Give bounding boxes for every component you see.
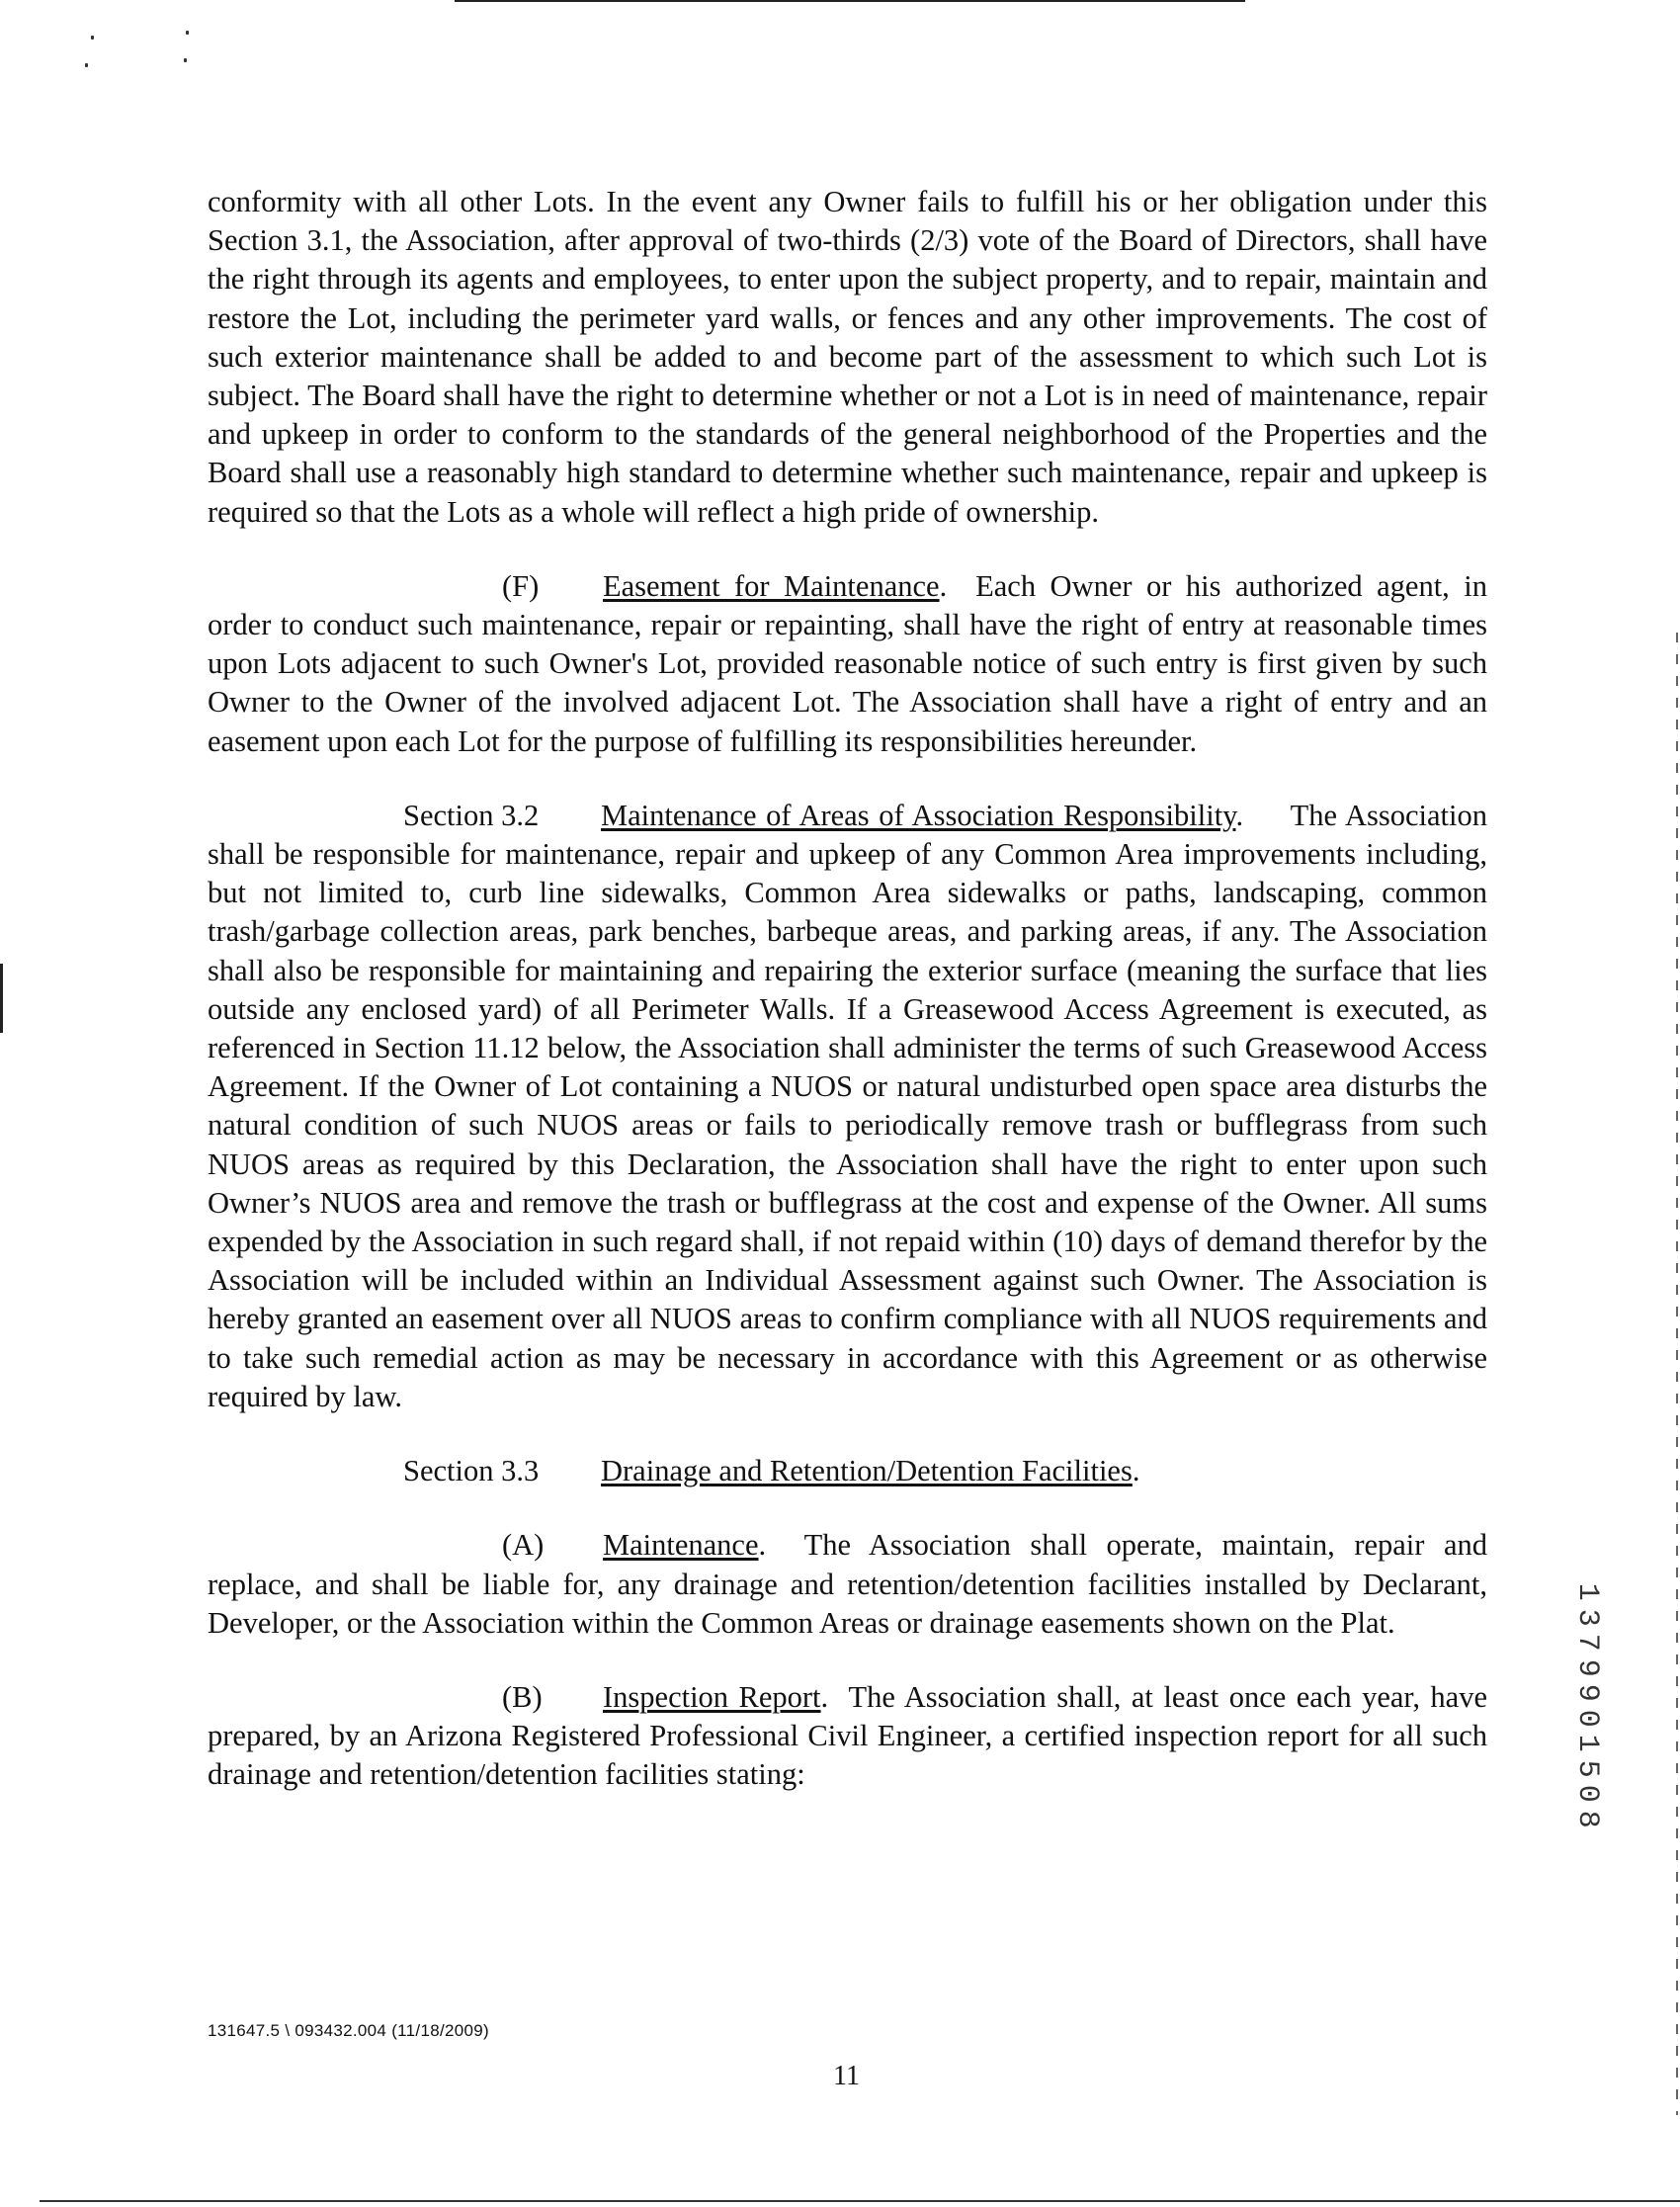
recording-digit: 3 bbox=[1569, 1608, 1604, 1627]
scan-edge-right-mark bbox=[1676, 633, 1678, 2115]
scan-speck bbox=[91, 36, 94, 40]
paragraph-text: The Association shall operate, maintain, repair and replace, and shall be liable for, any drainage and retention/detention facilities installed by Declarant, Developer, or the Association within the Common Areas or drainage easements shown on the Plat. bbox=[208, 1528, 1487, 1640]
subsection-heading: Easement for Maintenance bbox=[603, 568, 940, 603]
scan-speck bbox=[85, 63, 88, 67]
paragraph-text: The Association shall, at least once each year, have prepared, by an Arizona Registered Professional Civil Engineer, a certified inspection report for all such drainage and retention/detention facilities stating: bbox=[208, 1679, 1488, 1792]
scan-speck bbox=[186, 31, 189, 35]
subsection-label: (B) bbox=[502, 1679, 543, 1714]
scan-edge-bottom bbox=[40, 2200, 1680, 2202]
paragraph-text: The Association shall be responsible for maintenance, repair and upkeep of any Common Area improvements including, but not limited to, curb line sidewalks, Common Area sidewalks or paths, landscaping, common trash/garbage collection areas, park benches, barbeque areas, and parking areas, if any. The Association shall also be responsible for maintaining and repairing the exterior surface (meaning the surface that lies outside any enclosed yard) of all Perimeter Walls. If a Greasewood Access Agreement is executed, as referenced in Section 11.12 below, the Association shall administer the terms of such Greasewood Access Agreement. If the Owner of Lot containing a NUOS or natural undisturbed open space area disturbs the natural condition of such NUOS areas or fails to periodically remove trash or bufflegrass from such NUOS areas as required by this Declaration, the Association shall have the right to enter upon such Owner’s NUOS area and remove the trash or bufflegrass at the cost and expense of the Owner. All sums expended by the Association in such regard shall, if not repaid within (10) days of demand therefor by the Association will be included within an Individual Assessment against such Owner. The Association is hereby granted an easement over all NUOS areas to confirm compliance with all NUOS requirements and to take such remedial action as may be necessary in accordance with this Agreement or as otherwise required by law. bbox=[208, 798, 1487, 1413]
recording-digit: 8 bbox=[1569, 1810, 1604, 1828]
recording-digit: 1 bbox=[1569, 1582, 1604, 1601]
subsection-heading: Maintenance bbox=[603, 1528, 759, 1563]
recording-digit: 0 bbox=[1569, 1784, 1604, 1803]
subsection-b: (B) Inspection Report. The Association shall, at least once each year, have prepared, by an Arizona Registered Professional Civil Engineer, a certified inspection report for all such drainage and retention/detention facilities stating: bbox=[208, 1679, 1488, 1792]
page-number: 11 bbox=[833, 2061, 860, 2091]
recording-digit: 9 bbox=[1569, 1658, 1604, 1677]
subsection-heading: Inspection Report bbox=[603, 1679, 821, 1714]
recording-digit: 5 bbox=[1569, 1759, 1604, 1778]
scan-edge-left-mark bbox=[0, 964, 3, 1033]
footer-document-id: 131647.5 \ 093432.004 (11/18/2009) bbox=[208, 2021, 489, 2040]
section-3-2: Section 3.2 Maintenance of Areas of Association Responsibility. The Association shall be responsible for maintenance, repair and upkeep of any Common Area improvements including, but not limited to, curb line sidewalks, Common Area sidewalks or paths, landscaping, common trash/garbage collection areas, park benches, barbeque areas, and parking areas, if any. The Association shall also be responsible for maintaining and repairing the exterior surface (meaning the surface that lies outside any enclosed yard) of all Perimeter Walls. If a Greasewood Access Agreement is executed, as referenced in Section 11.12 below, the Association shall administer the terms of such Greasewood Access Agreement. If the Owner of Lot containing a NUOS or natural undisturbed open space area disturbs the natural condition of such NUOS areas or fails to periodically remove trash or bufflegrass from such NUOS areas as required by this Declaration, the Association shall have the right to enter upon such Owner’s NUOS area and remove the trash or bufflegrass at the cost and expense of the Owner. All sums expended by the Association in such regard shall, if not repaid within (10) days of demand therefor by the Association will be included within an Individual Assessment against such Owner. The Association is hereby granted an easement over all NUOS areas to confirm compliance with all NUOS requirements and to take such remedial action as may be necessary in accordance with this Agreement or as otherwise required by law. bbox=[208, 798, 1487, 1413]
subsection-f: (F) Easement for Maintenance. Each Owner or his authorized agent, in order to conduct such maintenance, repair or repainting, shall have the right of entry at reasonable times upon Lots adjacent to such Owner's Lot, provided reasonable notice of such entry is first given by such Owner to the Owner of the involved adjacent Lot. The Association shall have a right of entry and an easement upon each Lot for the purpose of fulfilling its responsibilities hereunder. bbox=[208, 568, 1487, 758]
scan-speck bbox=[184, 58, 187, 62]
recording-digit: 9 bbox=[1569, 1683, 1604, 1702]
section-3-3-heading: Section 3.3 Drainage and Retention/Detention Facilities. bbox=[208, 1452, 1487, 1490]
subsection-a: (A) Maintenance. The Association shall operate, maintain, repair and replace, and shall be liable for, any drainage and retention/detention facilities installed by Declarant, Developer, or the Association within the Common Areas or drainage easements shown on the Plat. bbox=[208, 1528, 1487, 1640]
scan-edge-top bbox=[455, 0, 1245, 2]
paragraph-text: Each Owner or his authorized agent, in order to conduct such maintenance, repair or repainting, shall have the right of entry at reasonable times upon Lots adjacent to such Owner's Lot, provided reasonable notice of such entry is first given by such Owner to the Owner of the involved adjacent Lot. The Association shall have a right of entry and an easement upon each Lot for the purpose of fulfilling its responsibilities hereunder. bbox=[208, 568, 1487, 758]
recording-digit: 7 bbox=[1569, 1633, 1604, 1652]
section-label: Section 3.3 bbox=[403, 1454, 540, 1488]
section-heading: Drainage and Retention/Detention Facilities bbox=[601, 1454, 1133, 1488]
subsection-label: (A) bbox=[502, 1528, 545, 1563]
section-heading: Maintenance of Areas of Association Responsibility bbox=[601, 798, 1236, 832]
section-label: Section 3.2 bbox=[403, 798, 540, 832]
recording-number bbox=[1569, 1579, 1604, 1831]
document-body bbox=[208, 183, 1487, 1795]
paragraph-continuation bbox=[208, 183, 1487, 532]
subsection-label: (F) bbox=[502, 568, 540, 603]
recording-digit: 1 bbox=[1569, 1734, 1604, 1752]
paragraph-text: conformity with all other Lots. In the event any Owner fails to fulfill his or her obligation under this Section 3.1, the Association, after approval of two-thirds (2/3) vote of the Board of Directors, shall have the right through its agents and employees, to enter upon the subject property, and to repair, maintain and restore the Lot, including the perimeter yard walls, or fences and any other improvements. The cost of such exterior maintenance shall be added to and become part of the assessment to which such Lot is subject. The Board shall have the right to determine whether or not a Lot is in need of maintenance, repair and upkeep in order to conform to the standards of the general neighborhood of the Properties and the Board shall use a reasonably high standard to determine whether such maintenance, repair and upkeep is required so that the Lots as a whole will reflect a high pride of ownership. bbox=[208, 185, 1487, 529]
recording-digit: 0 bbox=[1569, 1709, 1604, 1728]
